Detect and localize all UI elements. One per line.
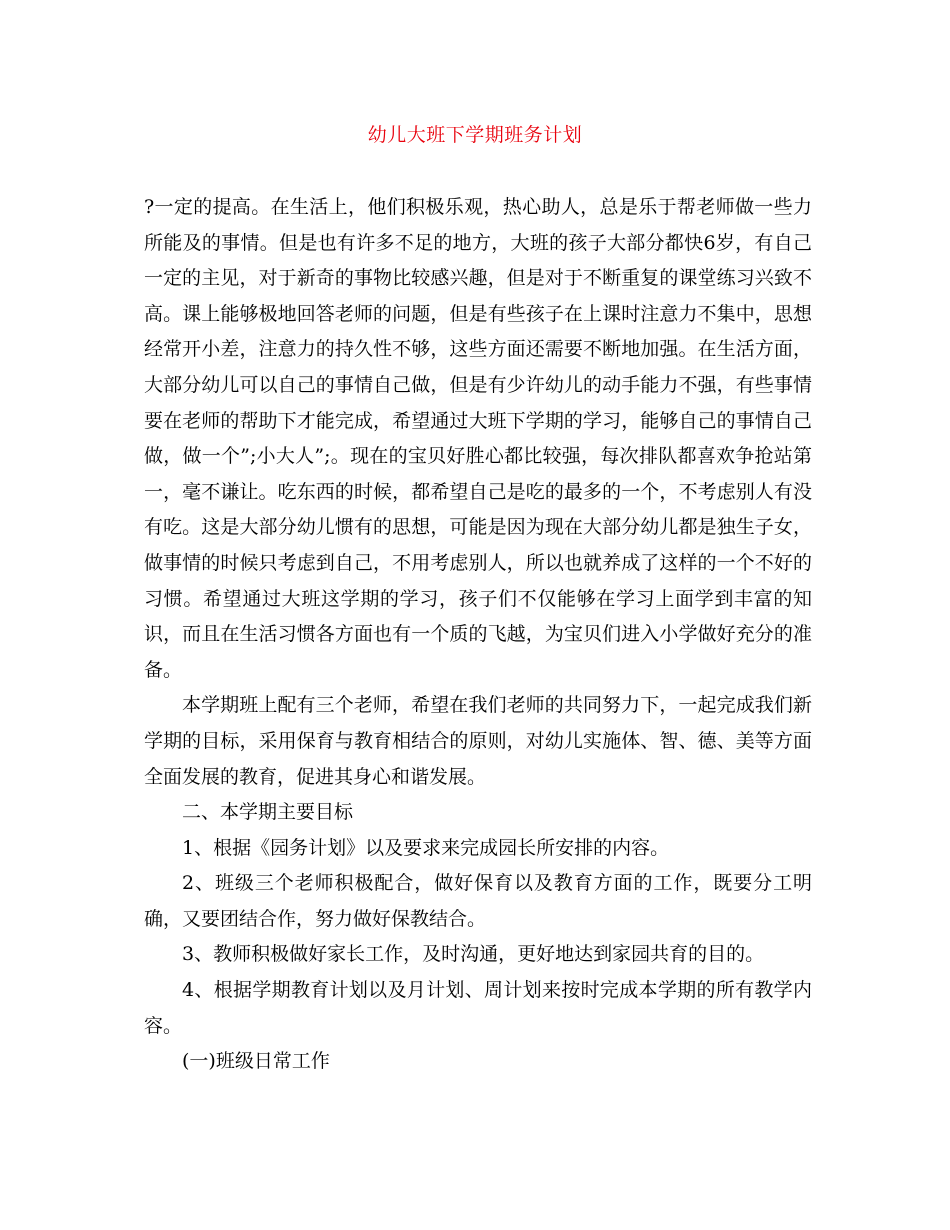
subsection-heading-daily-work: (一)班级日常工作 — [182, 1050, 330, 1073]
goal-item-4: 4、根据学期教育计划以及月计划、周计划来按时完成本学期的所有教学内容。 — [144, 979, 812, 1037]
paragraph-intro: ?一定的提高。在生活上，他们积极乐观，热心助人，总是乐于帮老师做一些力所能及的事情。但是也有许多不足的地方，大班的孩子大部分都快6岁，有自己一定的主见，对于新奇的事物比较感兴趣，但是对于不断重复的课堂练习兴致不高。课上能够极地回答老师的问题，但是有些孩子在上课时注意力不集中，思想经常开小差，注意力的持久性不够，这些方面还需要不断地加强。在生活方面，大部分幼儿可以自己的事情自己做，但是有少许幼儿的动手能力不强，有些事情要在老师的帮助下才能完成，希望通过大班下学期的学习，能够自己的事情自己做，做一个”;小大人”;。现在的宝贝好胜心都比较强，每次排队都喜欢争抢站第一，毫不谦让。吃东西的时候，都希望自己是吃的最多的一个，不考虑别人有没有吃。这是大部分幼儿惯有的思想，可能是因为现在大部分幼儿都是独生子女，做事情的时候只考虑到自己，不用考虑别人，所以也就养成了这样的一个不好的习惯。希望通过大班这学期的学习，孩子们不仅能够在学习上面学到丰富的知识，而且在生活习惯各方面也有一个质的飞越，为宝贝们进入小学做好充分的准备。 — [144, 196, 812, 681]
goal-item-3: 3、教师积极做好家长工作，及时沟通，更好地达到家园共育的目的。 — [182, 943, 765, 966]
paragraph-teachers: 本学期班上配有三个老师，希望在我们老师的共同努力下，一起完成我们新学期的目标，采用保育与教育相结合的原则，对幼儿实施体、智、德、美等方面全面发展的教育，促进其身心和谐发展。 — [144, 694, 812, 788]
document-body — [144, 190, 812, 1080]
document-title: 幼儿大班下学期班务计划 — [367, 124, 583, 146]
section-heading-goals: 二、本学期主要目标 — [182, 801, 354, 824]
goal-item-2: 2、班级三个老师积极配合，做好保育以及教育方面的工作，既要分工明确，又要团结合作，努力做好保教结合。 — [144, 872, 812, 930]
goal-item-1: 1、根据《园务计划》以及要求来完成园长所安排的内容。 — [182, 836, 670, 859]
